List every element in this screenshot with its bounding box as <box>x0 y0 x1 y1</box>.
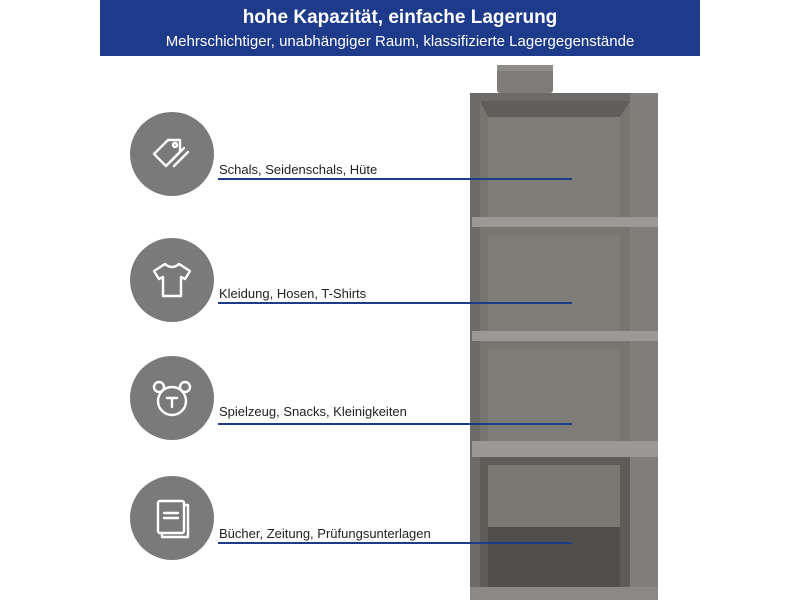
compartment-2 <box>480 227 630 331</box>
compartment-1 <box>480 101 630 217</box>
header-banner <box>100 0 700 56</box>
feature-toys <box>130 356 430 440</box>
feature-scarves <box>130 112 430 196</box>
header-subtitle: Mehrschichtiger, unabhängiger Raum, klassifizierte Lagergegenstände <box>165 33 635 50</box>
tshirt-icon <box>150 258 194 302</box>
feature-clothing <box>130 238 430 322</box>
leader-line <box>218 542 572 544</box>
book-icon <box>150 496 194 540</box>
hanging-organizer-image <box>470 65 660 600</box>
teddy-bear-icon <box>150 376 194 420</box>
feature-label: Schals, Seidenschals, Hüte <box>219 162 378 177</box>
feature-label: Bücher, Zeitung, Prüfungsunterlagen <box>219 526 431 541</box>
leader-line <box>218 302 572 304</box>
feature-label: Kleidung, Hosen, T-Shirts <box>219 286 367 301</box>
header-title: hohe Kapazität, einfache Lagerung <box>242 7 558 28</box>
feature-icon-circle <box>130 356 214 440</box>
feature-label: Spielzeug, Snacks, Kleinigkeiten <box>219 404 407 419</box>
feature-books <box>130 476 430 560</box>
feature-icon-circle <box>130 476 214 560</box>
feature-icon-circle <box>130 238 214 322</box>
leader-line <box>218 423 572 425</box>
leader-line <box>218 178 572 180</box>
scarf-tag-icon <box>150 132 194 176</box>
compartment-3 <box>480 341 630 441</box>
feature-icon-circle <box>130 112 214 196</box>
compartment-4 <box>480 457 630 587</box>
